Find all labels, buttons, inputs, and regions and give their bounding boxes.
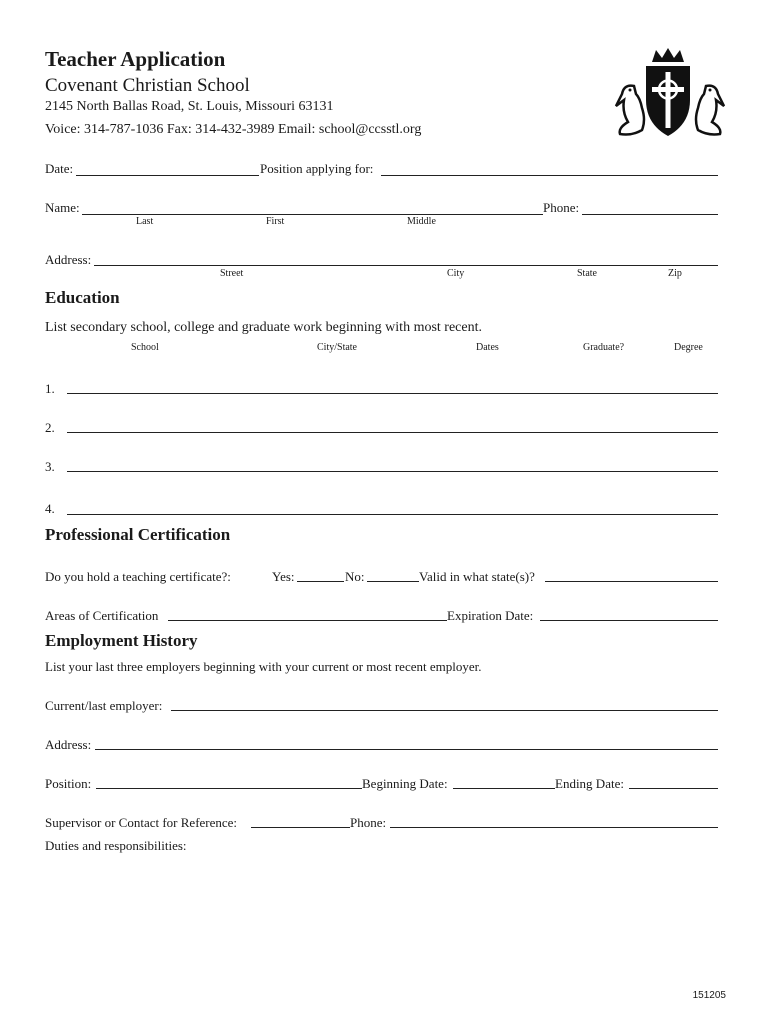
education-column-city-state: City/State — [317, 342, 357, 353]
supervisor-field[interactable] — [251, 827, 350, 828]
education-column-school: School — [131, 342, 159, 353]
address-label: Address: — [45, 252, 92, 267]
duties-field[interactable] — [45, 858, 718, 968]
school-contact: Voice: 314-787-1036 Fax: 314-432-3989 Email: school@ccsstl.org — [45, 122, 422, 137]
form-code: 151205 — [692, 990, 726, 1001]
phone-label: Phone: — [543, 200, 580, 215]
school-name: Covenant Christian School — [45, 75, 250, 96]
phone-field[interactable] — [582, 214, 718, 215]
employer-field[interactable] — [171, 710, 718, 711]
education-row-field[interactable] — [67, 432, 718, 433]
address-sublabel-zip: Zip — [668, 268, 682, 279]
school-logo — [612, 48, 728, 140]
expiration-date-field[interactable] — [540, 620, 718, 621]
form-title: Teacher Application — [45, 47, 226, 71]
address-sublabel-city: City — [447, 268, 465, 279]
beginning-date-field[interactable] — [453, 788, 555, 789]
education-row-field[interactable] — [67, 514, 718, 515]
ending-date-field[interactable] — [629, 788, 718, 789]
duties-label: Duties and responsibilities: — [45, 838, 187, 853]
expiration-date-label: Expiration Date: — [447, 608, 534, 623]
position-applying-field[interactable] — [381, 175, 718, 176]
education-row-field[interactable] — [67, 471, 718, 472]
certificate-yes-field[interactable] — [297, 581, 344, 582]
name-sublabel-middle: Middle — [407, 216, 436, 227]
employment-instructions: List your last three employers beginning with your current or most recent employer. — [45, 659, 482, 674]
date-field[interactable] — [76, 175, 259, 176]
address-field[interactable] — [94, 265, 718, 266]
beginning-date-label: Beginning Date: — [362, 776, 448, 791]
name-label: Name: — [45, 200, 80, 215]
certification-heading: Professional Certification — [45, 525, 231, 544]
valid-states-label: Valid in what state(s)? — [419, 569, 535, 584]
education-row-number: 3. — [45, 459, 55, 474]
education-column-degree: Degree — [674, 342, 703, 353]
date-label: Date: — [45, 161, 74, 176]
employment-position-label: Position: — [45, 776, 92, 791]
areas-certification-field[interactable] — [168, 620, 447, 621]
certificate-no-label: No: — [345, 569, 365, 584]
supervisor-phone-label: Phone: — [350, 815, 387, 830]
education-heading: Education — [45, 288, 120, 307]
education-row-number: 4. — [45, 501, 55, 516]
education-column-dates: Dates — [476, 342, 499, 353]
employer-address-label: Address: — [45, 737, 92, 752]
education-column-graduate: Graduate? — [583, 342, 625, 353]
ending-date-label: Ending Date: — [555, 776, 624, 791]
employer-address-field[interactable] — [95, 749, 718, 750]
valid-states-field[interactable] — [545, 581, 718, 582]
name-sublabel-first: First — [266, 216, 285, 227]
name-sublabel-last: Last — [136, 216, 154, 227]
employment-position-field[interactable] — [96, 788, 362, 789]
certificate-yes-label: Yes: — [272, 569, 295, 584]
position-applying-label: Position applying for: — [260, 161, 374, 176]
certificate-question: Do you hold a teaching certificate?: — [45, 569, 231, 584]
address-sublabel-street: Street — [220, 268, 244, 279]
education-row-field[interactable] — [67, 393, 718, 394]
employment-heading: Employment History — [45, 631, 198, 650]
education-instructions: List secondary school, college and graduate work beginning with most recent. — [45, 320, 482, 335]
name-field[interactable] — [82, 214, 543, 215]
employer-label: Current/last employer: — [45, 698, 163, 713]
supervisor-label: Supervisor or Contact for Reference: — [45, 815, 238, 830]
school-address: 2145 North Ballas Road, St. Louis, Missouri 63131 — [45, 99, 334, 114]
areas-certification-label: Areas of Certification — [45, 608, 159, 623]
certificate-no-field[interactable] — [367, 581, 419, 582]
address-sublabel-state: State — [577, 268, 597, 279]
education-row-number: 2. — [45, 420, 55, 435]
supervisor-phone-field[interactable] — [390, 827, 718, 828]
education-row-number: 1. — [45, 381, 55, 396]
